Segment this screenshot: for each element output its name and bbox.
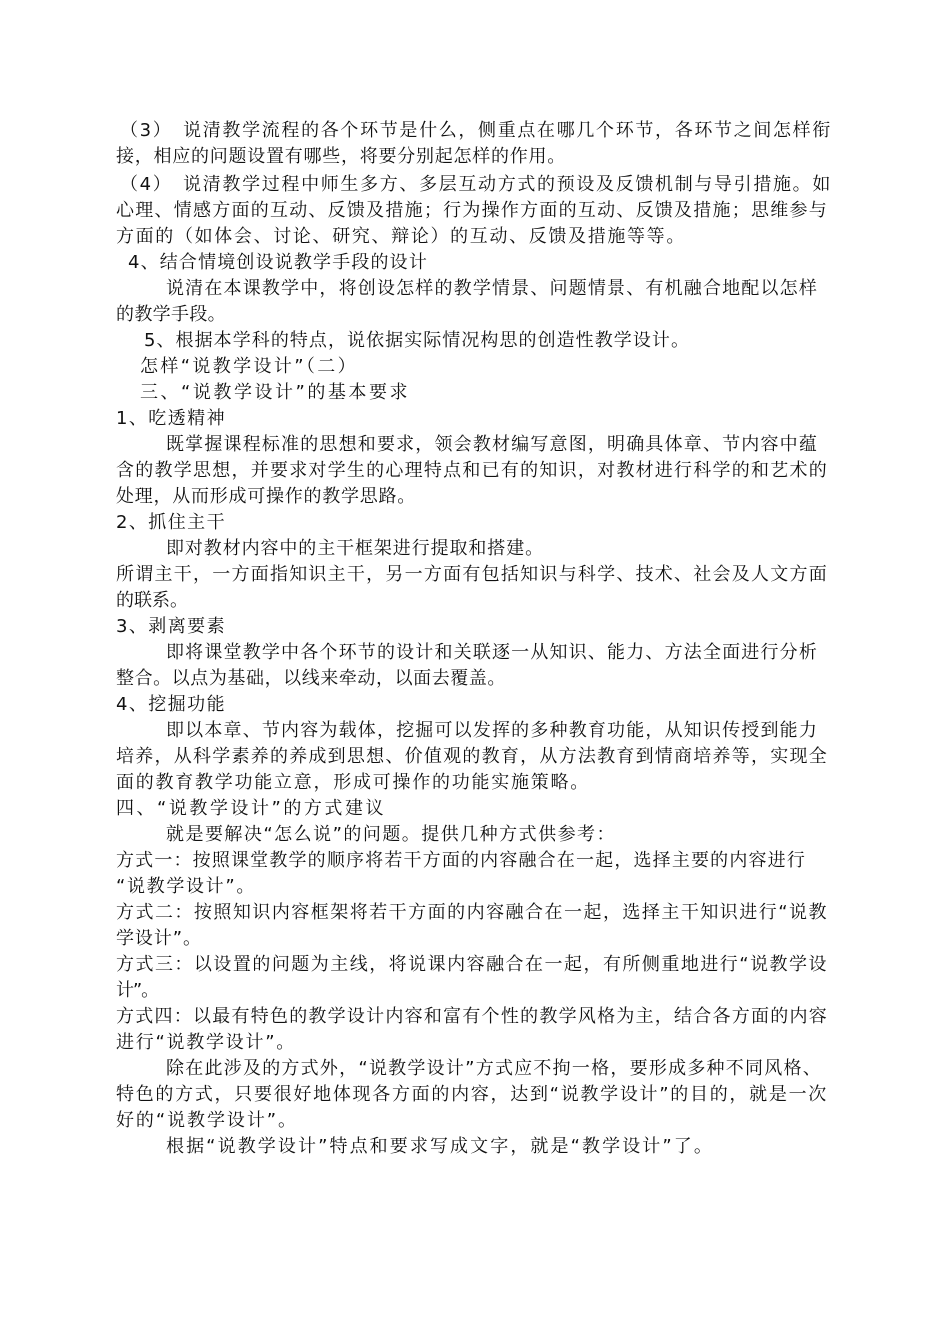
- subsection-heading: 3、剥离要素: [116, 616, 226, 637]
- text-line: 好的“说教学设计”。: [116, 1110, 298, 1131]
- section-heading: 三、“说教学设计”的基本要求: [140, 382, 410, 403]
- text-line: 含的教学思想，并要求对学生的心理特点和已有的知识，对教材进行科学的和艺术的: [116, 460, 828, 481]
- text-line: 面的教育教学功能立意，形成可操作的功能实施策略。: [116, 772, 590, 793]
- text-line: 培养，从科学素养的养成到思想、价值观的教育，从方法教育到情商培养等，实现全: [116, 746, 828, 767]
- text-line: 所谓主干，一方面指知识主干，另一方面有包括知识与科学、技术、社会及人文方面: [116, 564, 828, 585]
- text-line: 方面的（如体会、讨论、研究、辩论）的互动、反馈及措施等等。: [116, 226, 686, 247]
- text-line: 特色的方式，只要很好地体现各方面的内容，达到“说教学设计”的目的，就是一次: [116, 1084, 828, 1105]
- text-line: 计”。: [116, 980, 158, 1001]
- text-line: （3） 说清教学流程的各个环节是什么，侧重点在哪几个环节，各环节之间怎样衔: [120, 120, 832, 141]
- text-line: 接，相应的问题设置有哪些，将要分别起怎样的作用。: [116, 146, 566, 167]
- text-line: 即对教材内容中的主干框架进行提取和搭建。: [166, 538, 544, 559]
- text-line: 怎样“说教学设计”（二）: [140, 356, 358, 377]
- text-line: 方式三：以设置的问题为主线，将说课内容融合在一起，有所侧重地进行“说教学设: [116, 954, 828, 975]
- text-line: 除在此涉及的方式外，“说教学设计”方式应不拘一格，要形成多种不同风格、: [166, 1058, 822, 1079]
- subsection-heading: 4、挖掘功能: [116, 694, 226, 715]
- text-line: 整合。以点为基础，以线来牵动，以面去覆盖。: [116, 668, 506, 689]
- text-line: 根据“说教学设计”特点和要求写成文字，就是“教学设计”了。: [166, 1136, 714, 1157]
- text-line: 既掌握课程标准的思想和要求，领会教材编写意图，明确具体章、节内容中蕴: [166, 434, 818, 455]
- text-line: 进行“说教学设计”。: [116, 1032, 296, 1053]
- text-line: 就是要解决“怎么说”的问题。提供几种方式供参考：: [166, 824, 616, 845]
- text-line: 的教学手段。: [116, 304, 226, 325]
- text-line: 处理，从而形成可操作的教学思路。: [116, 486, 416, 507]
- text-line: 4、结合情境创设说教学手段的设计: [128, 252, 428, 273]
- subsection-heading: 1、吃透精神: [116, 408, 226, 429]
- section-heading: 四、“说教学设计”的方式建议: [116, 798, 386, 819]
- text-line: 即以本章、节内容为载体，挖掘可以发挥的多种教育功能，从知识传授到能力: [166, 720, 818, 741]
- text-line: 心理、情感方面的互动、反馈及措施；行为操作方面的互动、反馈及措施；思维参与: [116, 200, 828, 221]
- text-line: 即将课堂教学中各个环节的设计和关联逐一从知识、能力、方法全面进行分析: [166, 642, 818, 663]
- text-line: （4） 说清教学过程中师生多方、多层互动方式的预设及反馈机制与导引措施。如: [120, 174, 832, 195]
- text-line: 方式二：按照知识内容框架将若干方面的内容融合在一起，选择主干知识进行“说教: [116, 902, 828, 923]
- text-line: 方式一：按照课堂教学的顺序将若干方面的内容融合在一起，选择主要的内容进行: [116, 850, 806, 871]
- text-line: 学设计”。: [116, 928, 202, 949]
- text-line: 的联系。: [116, 590, 188, 611]
- text-line: “说教学设计”。: [116, 876, 256, 897]
- text-line: 说清在本课教学中，将创设怎样的教学情景、问题情景、有机融合地配以怎样: [166, 278, 818, 299]
- subsection-heading: 2、抓住主干: [116, 512, 226, 533]
- text-line: 方式四：以最有特色的教学设计内容和富有个性的教学风格为主，结合各方面的内容: [116, 1006, 828, 1027]
- text-line: 5、根据本学科的特点，说依据实际情况构思的创造性教学设计。: [144, 330, 690, 351]
